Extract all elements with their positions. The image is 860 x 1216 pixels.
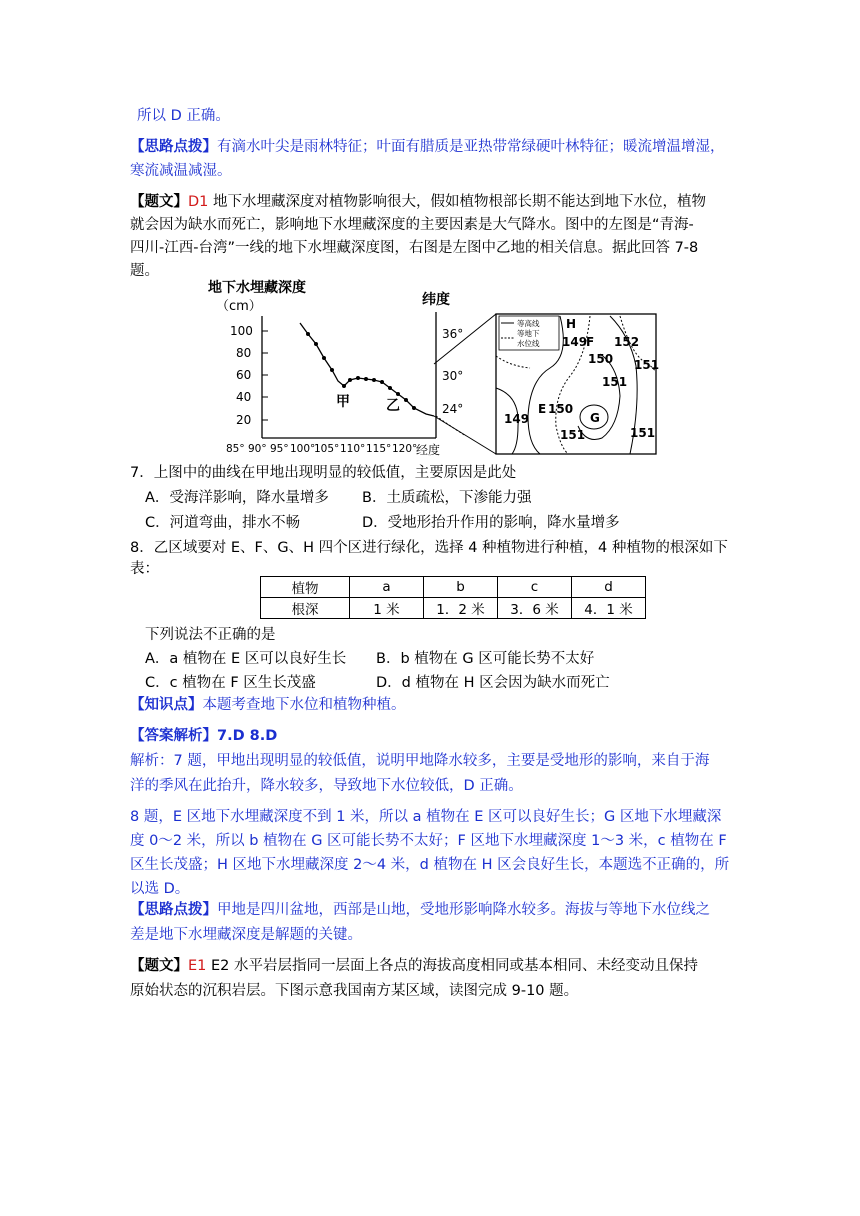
x-tick: 105° (314, 443, 340, 455)
legend-item: 等地下 (517, 329, 540, 338)
hint-line: 差是地下水埋藏深度是解题的关键。 (130, 927, 362, 943)
map-label: 150 (588, 352, 614, 366)
left-chart-title: 地下水埋藏深度 (208, 280, 306, 296)
map-label: 152 (614, 335, 640, 349)
map-label: 149 (504, 412, 530, 426)
knowledge-line (130, 694, 406, 716)
question-tag: 【题文】 (130, 194, 188, 210)
x-tick: 90° (248, 443, 267, 455)
hint-text: 甲地是四川盆地，西部是山地，受地形影响降水较多。海拔与等地下水位线之 (217, 902, 710, 918)
q7-option-a: A．受海洋影响，降水量增多 (145, 490, 329, 506)
lat-tick: 36° (442, 327, 464, 341)
next-question-line (130, 955, 698, 977)
table-row (261, 598, 646, 619)
map-label: 150 (548, 402, 574, 416)
x-axis-label: 经度 (416, 443, 441, 457)
question-tag: 【题文】 (130, 958, 188, 974)
hint-tag: 【思路点拨】 (130, 902, 217, 918)
text-line (130, 136, 725, 158)
text-line: 就会因为缺水而死亡，影响地下水埋藏深度的主要因素是大气降水。图中的左图是“青海- (130, 217, 694, 233)
q8-option-d: D．d 植物在 H 区会因为缺水而死亡 (376, 675, 610, 691)
q8-option-c: C．c 植物在 F 区生长茂盛 (145, 675, 316, 691)
text-line: 四川-江西-台湾”一线的地下水埋藏深度图，右图是左图中乙地的相关信息。据此回答 7-8 (130, 240, 699, 256)
q8-option-b: B．b 植物在 G 区可能长势不太好 (376, 651, 595, 667)
question-8-stem: 8．乙区域要对 E、F、G、H 四个区进行绿化，选择 4 种植物进行种植，4 种植物的根深如下 (130, 540, 728, 556)
q7-option-c: C．河道弯曲，排水不畅 (145, 515, 301, 531)
map-label: 149 (562, 335, 588, 349)
legend-item: 等高线 (517, 319, 540, 328)
knowledge-tag: 【知识点】 (130, 697, 203, 713)
text-line: 寒流减温减湿。 (130, 163, 232, 179)
y-tick: 100 (230, 324, 253, 338)
y-tick: 60 (236, 368, 252, 382)
q7-option-d: D．受地形抬升作用的影响，降水量增多 (362, 515, 620, 531)
x-tick: 120° (392, 443, 418, 455)
map-label: G (590, 411, 600, 425)
table-cell: 1．2 米 (424, 598, 498, 619)
lat-tick: 30° (442, 369, 464, 383)
lat-tick: 24° (442, 402, 464, 416)
y-tick: 40 (236, 390, 252, 404)
q8-option-a: A．a 植物在 E 区可以良好生长 (145, 651, 347, 667)
left-chart-unit: （cm） (216, 299, 262, 314)
map-label: 151 (634, 358, 660, 372)
x-tick: 100° (290, 443, 316, 455)
hint-tag: 【思路点拨】 (130, 139, 217, 155)
analysis-line: 以选 D。 (130, 881, 190, 897)
y-tick: 80 (236, 346, 252, 360)
root-depth-table (260, 576, 646, 619)
table-header: 植物 (261, 577, 350, 598)
point-yi: 乙 (386, 398, 400, 414)
legend (499, 316, 559, 350)
map-label: 151 (602, 375, 628, 389)
map-label: F (586, 335, 595, 349)
text-line (130, 191, 706, 213)
knowledge-text: 本题考查地下水位和植物种植。 (202, 697, 406, 713)
question-text: 地下水埋藏深度对植物影响很大，假如植物根部长期不能达到地下水位，植物 (208, 194, 706, 210)
x-tick: 85° (226, 443, 245, 455)
table-cell: 4．1 米 (572, 598, 646, 619)
text-line: 题。 (130, 263, 159, 279)
question-text: E2 水平岩层指同一层面上各点的海拔高度相同或基本相同、未经变动且保持 (206, 958, 698, 974)
map-label: 151 (630, 426, 656, 440)
table-header: b (424, 577, 498, 598)
y-tick: 20 (236, 413, 252, 427)
next-question-line: 原始状态的沉积岩层。下图示意我国南方某区域，读图完成 9-10 题。 (130, 983, 579, 999)
table-header: d (572, 577, 646, 598)
hint-line (130, 899, 710, 921)
question-8-stem: 表： (130, 561, 159, 577)
table-cell: 3．6 米 (498, 598, 572, 619)
map-label: H (566, 317, 577, 331)
table-cell: 1 米 (350, 598, 424, 619)
point-jia: 甲 (336, 394, 350, 410)
analysis-line: 度 0～2 米，所以 b 植物在 G 区可能长势不太好；F 区地下水埋藏深度 1～3 米，c 植物在 F (130, 833, 727, 849)
analysis-line: 8 题，E 区地下水埋藏深度不到 1 米，所以 a 植物在 E 区可以良好生长；G 区地下水埋藏深 (130, 809, 722, 825)
answer-line (130, 725, 277, 747)
answer-tag: 【答案解析】 (130, 728, 217, 744)
map-label: E (538, 402, 547, 416)
legend-item: 水位线 (517, 339, 540, 348)
question-code: E1 (188, 958, 207, 974)
question-8-stem: 下列说法不正确的是 (145, 627, 276, 643)
table-header: a (350, 577, 424, 598)
x-tick: 95° (270, 443, 289, 455)
answer-text: 7.D 8.D (217, 728, 278, 744)
q7-option-b: B．土质疏松，下渗能力强 (362, 490, 532, 506)
x-tick: 115° (366, 443, 392, 455)
x-tick: 110° (340, 443, 366, 455)
analysis-line: 区生长茂盛；H 区地下水埋藏深度 2～4 米，d 植物在 H 区会良好生长，本题选不正确的，所 (130, 857, 730, 873)
question-code: D1 (188, 194, 209, 210)
analysis-line: 洋的季风在此抬升，降水较多，导致地下水位较低，D 正确。 (130, 778, 523, 794)
text-line: 所以 D 正确。 (137, 108, 230, 124)
groundwater-figure (190, 276, 670, 458)
question-7-stem: 7．上图中的曲线在甲地出现明显的较低值，主要原因是此处 (130, 465, 517, 481)
analysis-line: 解析：7 题，甲地出现明显的较低值，说明甲地降水较多，主要是受地形的影响，来自于海 (130, 753, 710, 769)
x-axis-ticks (226, 442, 440, 457)
table-header: c (498, 577, 572, 598)
table-cell: 根深 (261, 598, 350, 619)
lat-label: 纬度 (422, 292, 450, 308)
hint-text: 有滴水叶尖是雨林特征；叶面有腊质是亚热带常绿硬叶林特征；暖流增温增湿， (217, 139, 725, 155)
table-row (261, 577, 646, 598)
map-label: 151 (560, 428, 586, 442)
groundwater-curve (300, 323, 434, 416)
